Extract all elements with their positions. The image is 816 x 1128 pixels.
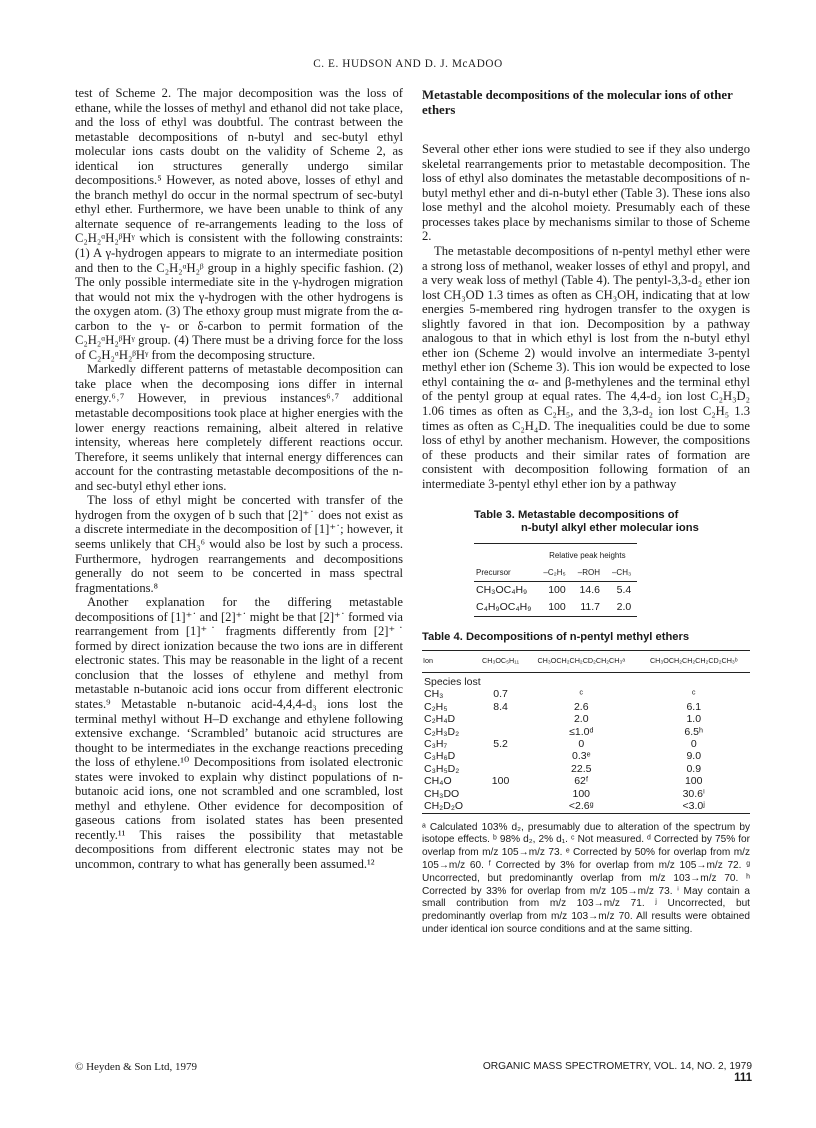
table-cell: 11.7 — [580, 600, 600, 613]
table-cell: C₃H₆D — [424, 750, 456, 763]
table-row — [422, 701, 750, 713]
table-cell: <3.0ʲ — [682, 800, 705, 813]
paragraph: Another explanation for the differing metastable decompositions of [1]⁺˙ and [2]⁺˙ might be that [2]⁺˙ formed via rearrangement from [1]⁺˙ fragments differently from [2]⁺˙ formed by direct ionization because the two ions are in different electronic states. This may be reasonable in the light of a recent conclusion that the losses of ethylene and methyl from metastable n-butanoic acid ions occur from different electronic states.⁹ Metastable n-butanoic acid-4,4,4-d₃ ions lost the terminal methyl without H–D exchange and ethylene following extensive exchange. ‘Scrambled’ butanoic acid structures are thought to be intermediates in the exchange reactions preceding the loss of ethylene.¹⁰ Decompositions from isolated electronic states were invoked to explain why distinct populations of n-butanoic acid ions, one not scrambled and one scrambled, lost methyl and ethylene. Other evidence for decomposition of gaseous cations from isolated states has been presented recently.¹¹ This raises the possibility that metastable decompositions from different electronic states may not be uncommon, contrary to what has generally been assumed.¹² — [75, 595, 403, 871]
table-cell: 5.2 — [493, 738, 508, 751]
journal-footer — [470, 1061, 752, 1084]
table-row — [422, 800, 750, 813]
table-cell — [476, 726, 525, 738]
table-4-caption — [422, 631, 750, 644]
table-4-col-header: CH₃OCH₂CH₂CH₂CD₂CH₃ᵇ — [637, 650, 750, 673]
table-cell: 30.6ⁱ — [682, 787, 705, 800]
table-cell — [476, 763, 525, 775]
table-cell: C₄H₉OC₄H₉ — [476, 600, 532, 613]
table-3-col-header: –CH₃ — [606, 565, 637, 582]
table-row — [422, 788, 750, 800]
table-cell: 9.0 — [686, 750, 702, 763]
table-3-col-header: –C₂H₅ — [537, 565, 571, 582]
table-3-col-header: Precursor — [474, 565, 537, 582]
table-4-col-header: Ion — [422, 650, 476, 673]
table-cell: 100 — [491, 775, 510, 788]
table-cell: 22.5 — [571, 762, 592, 775]
table-cell: ᶜ — [579, 688, 584, 701]
table-cell: 100 — [548, 600, 566, 613]
table-cell: 2.6 — [573, 700, 589, 713]
table-cell: C₃H₅D₂ — [424, 762, 460, 775]
table-cell: 0.9 — [686, 762, 702, 775]
table-cell: 2.0 — [616, 600, 632, 613]
table-row — [422, 738, 750, 750]
copyright: © Heyden & Son Ltd, 1979 — [75, 1061, 198, 1073]
table-cell: ≤1.0ᵈ — [569, 725, 594, 738]
table-cell: CH₃DO — [424, 787, 460, 800]
table-cell: 0.7 — [493, 688, 508, 701]
paragraph: test of Scheme 2. The major decomposition was the loss of ethane, while the losses of methyl and ethanol did not take place, and the loss of ethyl was doubtful. The contrast between the metastable decompositions of n-butyl and sec-butyl ethyl molecular ions casts doubt on the validity of Scheme 2, as identical ion structures generally undergo similar decompositions.⁵ However, as noted above, losses of ethyl and the branch methyl do occur in the normal spectrum of sec-butyl ethyl ether. Furthermore, we have been unable to think of any alternate sequence of re-arrangements leading to the loss of C₂H₂ᵅH₂ᵝHᵞ which is consistent with the following constraints: (1) A γ-hydrogen appears to migrate to an intermediate position and then to the C₂H₂ᵅH₂ᵝ group in a highly specific fashion. (2) The only possible intermediate site in the γ-hydrogen migration that would not mix the γ-hydrogen with the other hydrogens is the oxygen atom. (3) The ethoxy group must migrate from the α-carbon to the γ- or δ-carbon to permit formation of the C₂H₂ᵅH₂ᵝHᵞ group. (4) There must be a driving force for the loss of C₂H₂ᵅH₂ᵝHᵞ from the decomposing structure. — [75, 86, 403, 362]
paragraph: Markedly different patterns of metastable decomposition can take place when the decomposing ions differ in internal energy.⁶˒⁷ However, in previous instances⁶˒⁷ additional metastable decompositions took place at higher energies with the lower energy reactions remaining, albeit altered in relative intensity, whereas here completely different reactions occur. Therefore, it seems unlikely that internal energy differences can account for the contrasting metastable decompositions of the n- and sec-butyl ethyl ether ions. — [75, 362, 403, 493]
table-cell: C₂H₄D — [424, 713, 456, 726]
paragraph: Several other ether ions were studied to see if they also undergo skeletal rearrangements prior to metastable decomposition. The loss of ethyl also dominates the metastable decompositions of n-butyl methyl ether and di-n-butyl ether (Table 3). These ions also lose methyl and the alcohol moiety. Presumably each of these processes takes place by mechanisms similar to those of Scheme 2. — [422, 142, 750, 244]
table-cell — [476, 750, 525, 762]
table-cell: 62ᶠ — [574, 775, 589, 788]
table-cell: 100 — [684, 775, 703, 788]
table-row — [422, 713, 750, 725]
table-cell: 8.4 — [493, 700, 508, 713]
table-cell: 100 — [572, 787, 591, 800]
table-cell: 0.3ᵉ — [572, 750, 591, 763]
journal-citation: ORGANIC MASS SPECTROMETRY, VOL. 14, NO. 2, 1979 — [482, 1061, 752, 1072]
table-cell — [476, 788, 525, 800]
table-3 — [422, 509, 750, 616]
paragraph: The loss of ethyl might be concerted with transfer of the hydrogen from the oxygen of b such that [2]⁺˙ does not exist as a discrete intermediate in the decomposition of [1]⁺˙; however, it seems unlikely that CH₃⁶ would also be lost by such a process. Furthermore, hydrogen rearrangements and decompositions generally do not seem to be concerted in mass spectral fragmentations.⁸ — [75, 493, 403, 595]
table-cell: <2.6ᵍ — [568, 800, 594, 813]
table-row — [474, 599, 637, 616]
table-cell: 100 — [548, 584, 566, 597]
table-3-group-header: Relative peak heights — [549, 551, 626, 561]
table-3-col-header: –ROH — [572, 565, 606, 582]
left-column — [75, 86, 403, 872]
table-cell: 5.4 — [616, 584, 632, 597]
right-column — [422, 86, 750, 937]
table-cell: 6.1 — [686, 700, 702, 713]
table-cell: CH₃ — [424, 688, 444, 701]
table-cell: CH₂D₂O — [424, 800, 464, 813]
table-row — [422, 750, 750, 762]
table-3-grid — [474, 543, 637, 616]
table-cell: CH₄O — [424, 775, 452, 788]
table-cell: 14.6 — [579, 584, 600, 597]
table-4-title: Decompositions of n-pentyl methyl ethers — [465, 630, 690, 643]
table-3-label: Table 3. — [474, 509, 515, 522]
table-row — [422, 775, 750, 787]
table-4 — [422, 631, 750, 937]
table-4-col-header: CH₃OCH₂CH₂CD₂CH₂CH₃ᵃ — [525, 650, 637, 673]
table-4-section-label: Species lost — [424, 676, 481, 689]
page-number: 111 — [734, 1072, 752, 1084]
paragraph: The metastable decompositions of n-pentyl methyl ether were a strong loss of methanol, weaker losses of ethyl and propyl, and a very weak loss of methyl (Table 4). The pentyl-3,3-d₂ ether ion lost CH₃OD 1.3 times as often as CH₃OH, indicating that at low energies 5-membered ring hydrogen transfer to the oxygen is slightly favored in that ion. Decomposition by a pathway analogous to that in which ethyl is lost from the n-butyl ethyl ether ion (Scheme 2) would involve an intermediate 3-pentyl methyl ether ion (Scheme 3). This ion would be expected to lose ethyl containing the α- and β-methylenes and the terminal ethyl of the pentyl group at equal rates. The 4,4-d₂ ion lost C₂H₃D₂ 1.06 times as often as C₂H₅, and the 3,3-d₂ ion lost C₂H₅ 1.3 times as often as C₂H₄D. The inequalities could be due to some loss of ethyl by another mechanism. However, the compositions of these products and their similar rates of formation are consistent with decomposition following formation of an intermediate 3-pentyl ethyl ether ion by a pathway — [422, 244, 750, 491]
table-3-caption — [474, 509, 714, 535]
table-cell: 0 — [578, 738, 585, 751]
table-row — [474, 582, 637, 599]
table-row — [422, 688, 750, 700]
section-heading: Metastable decompositions of the molecular ions of other ethers — [422, 88, 733, 117]
table-cell: C₂H₃D₂ — [424, 725, 460, 738]
table-cell: ᶜ — [691, 688, 696, 701]
table-cell — [476, 713, 525, 725]
table-cell: 0 — [690, 738, 697, 751]
table-4-label: Table 4. — [422, 630, 463, 643]
table-cell: 2.0 — [573, 713, 589, 726]
table-row — [422, 726, 750, 738]
table-cell: C₂H₅ — [424, 700, 448, 713]
table-cell: 1.0 — [686, 713, 702, 726]
table-row — [422, 763, 750, 775]
table-4-grid — [422, 650, 750, 814]
table-cell: C₃H₇ — [424, 738, 448, 751]
table-3-title-line-2: n-butyl alkyl ether molecular ions — [521, 522, 699, 535]
table-4-footnotes: ᵃ Calculated 103% d₂, presumably due to alteration of the spectrum by isotope effects. ᵇ 98% d₂, 2% d₁. ᶜ Not measured. ᵈ Corrected by 75% for overlap from m/z 105→m/z 73. ᵉ Corrected by 50% for overlap from m/z 105→m/z 60. ᶠ Corrected by 3% for overlap from m/z 105→m/z 72. ᵍ Uncorrected, but predominantly overlap from m/z 103→m/z 70. ʰ Corrected by 33% for overlap from m/z 105→m/z 73. ⁱ May contain a small contribution from m/z 103→m/z 71. ʲ Uncorrected, but predominantly overlap from m/z 103→m/z 70. All results were obtained under identical ion source conditions and at the same sitting. — [422, 821, 750, 935]
table-3-title-line-1: Metastable decompositions of — [517, 509, 679, 522]
table-cell: 6.5ʰ — [684, 725, 704, 738]
table-4-col-header: CH₃OC₅H₁₁ — [476, 650, 525, 673]
table-cell — [476, 800, 525, 813]
running-header: C. E. HUDSON AND D. J. McADOO — [313, 58, 503, 70]
table-cell: CH₃OC₄H₉ — [476, 584, 528, 597]
